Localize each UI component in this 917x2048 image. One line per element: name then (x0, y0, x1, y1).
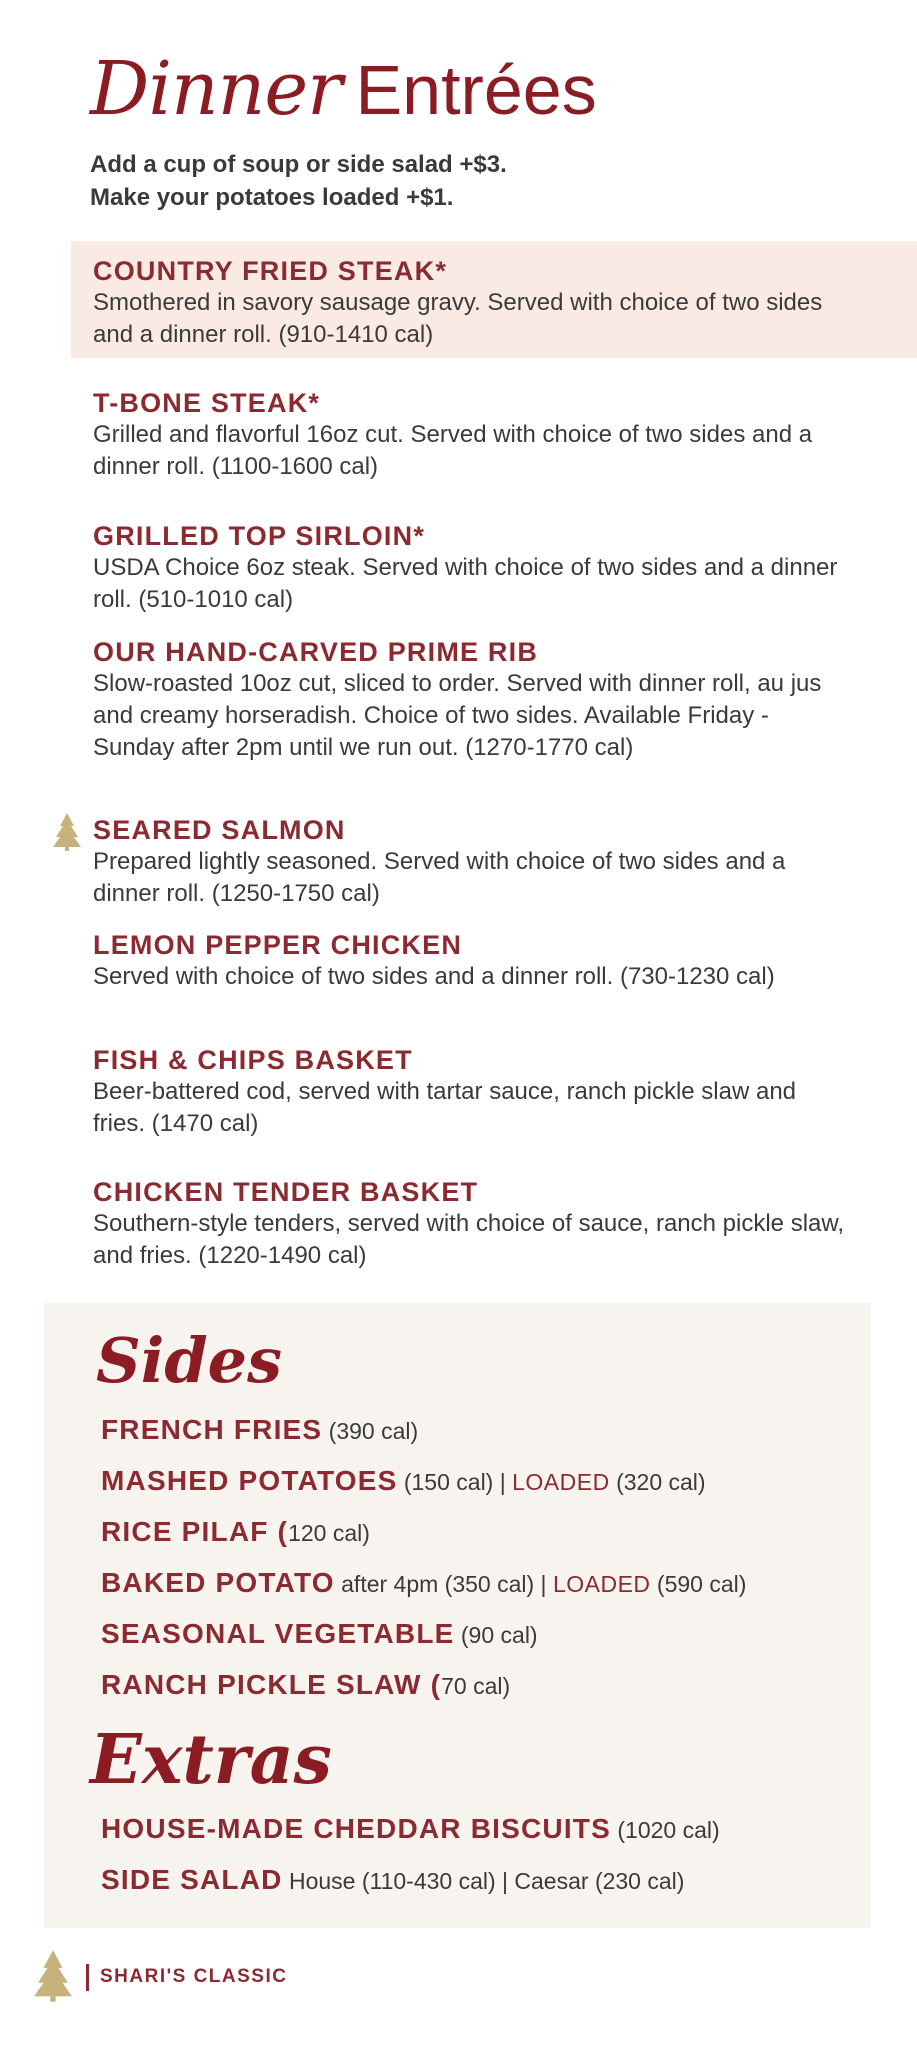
side-name: FRENCH FRIES (101, 1414, 323, 1445)
side-item-seasonal-vegetable (101, 1618, 538, 1651)
item-description: Smothered in savory sausage gravy. Served with choice of two sides and a dinner roll. (910-1410 cal) (93, 289, 823, 348)
item-name: FISH & CHIPS BASKET (93, 1045, 413, 1075)
item-name: GRILLED TOP SIRLOIN* (93, 521, 426, 551)
side-info: (390 cal) (322, 1418, 419, 1444)
note-loaded-potatoes: Make your potatoes loaded +$1. (90, 184, 454, 211)
item-name: COUNTRY FRIED STEAK* (93, 256, 448, 286)
side-item-ranch-pickle-slaw (101, 1669, 510, 1702)
title-script: Dinner (90, 46, 342, 132)
side-info: 70 cal) (441, 1673, 511, 1699)
extra-name: SIDE SALAD (101, 1864, 283, 1895)
item-description: USDA Choice 6oz steak. Served with choice of two sides and a dinner roll. (510-1010 cal) (93, 554, 838, 613)
side-name: BAKED POTATO (101, 1567, 335, 1598)
item-description: Grilled and flavorful 16oz cut. Served with choice of two sides and a dinner roll. (1100-1600 cal) (93, 421, 813, 480)
menu-item-seared-salmon (93, 814, 853, 910)
loaded-info: (320 cal) (609, 1469, 706, 1495)
side-info: (90 cal) (454, 1622, 538, 1648)
side-item-french-fries (101, 1414, 418, 1447)
item-name: T-BONE STEAK* (93, 388, 321, 418)
item-description: Beer-battered cod, served with tartar sauce, ranch pickle slaw and fries. (1470 cal) (93, 1078, 797, 1137)
side-item-baked-potato (101, 1567, 746, 1600)
loaded-label: LOADED (552, 1571, 651, 1597)
side-name: RICE PILAF ( (101, 1516, 289, 1547)
item-name: OUR HAND-CARVED PRIME RIB (93, 637, 539, 667)
side-info: 120 cal) (288, 1520, 370, 1546)
extra-info: House (110-430 cal) | Caesar (230 cal) (282, 1868, 685, 1894)
side-info: after 4pm (350 cal) | (334, 1571, 553, 1597)
tree-icon (53, 813, 81, 851)
item-name: LEMON PEPPER CHICKEN (93, 930, 463, 960)
menu-item-chicken-tender-basket (93, 1176, 853, 1272)
note-soup-salad: Add a cup of soup or side salad +$3. (90, 151, 507, 178)
page-title (90, 46, 597, 132)
menu-item-lemon-pepper-chicken (93, 929, 853, 993)
side-name: SEASONAL VEGETABLE (101, 1618, 455, 1649)
loaded-info: (590 cal) (650, 1571, 747, 1597)
footer-tree-icon (34, 1950, 72, 2002)
loaded-label: LOADED (512, 1469, 610, 1495)
side-item-rice-pilaf (101, 1516, 370, 1549)
side-item-mashed-potatoes (101, 1465, 706, 1498)
title-plain: Entrées (355, 51, 597, 129)
menu-item-grilled-top-sirloin (93, 520, 853, 616)
item-description: Prepared lightly seasoned. Served with choice of two sides and a dinner roll. (1250-1750 cal) (93, 848, 786, 907)
menu-item-prime-rib (93, 636, 853, 764)
extra-item-cheddar-biscuits (101, 1813, 720, 1846)
side-name: RANCH PICKLE SLAW ( (101, 1669, 442, 1700)
menu-item-t-bone-steak (93, 387, 853, 483)
item-description: Southern-style tenders, served with choice of sauce, ranch pickle slaw, and fries. (1220-1490 cal) (93, 1210, 845, 1269)
side-name: MASHED POTATOES (101, 1465, 398, 1496)
menu-notes (90, 148, 507, 214)
side-info: (150 cal) | (397, 1469, 513, 1495)
item-description: Slow-roasted 10oz cut, sliced to order. Served with dinner roll, au jus and creamy horseradish. Choice of two sides. Available Friday - Sunday after 2pm until we run out. (1270-1770 cal) (93, 670, 822, 761)
sides-heading: Sides (96, 1324, 283, 1397)
item-name: CHICKEN TENDER BASKET (93, 1177, 479, 1207)
item-name: SEARED SALMON (93, 815, 346, 845)
extra-info: (1020 cal) (610, 1817, 720, 1843)
item-description: Served with choice of two sides and a dinner roll. (730-1230 cal) (93, 963, 775, 990)
footer-divider (86, 1964, 89, 1991)
extra-item-side-salad (101, 1864, 684, 1897)
extras-heading: Extras (90, 1720, 332, 1800)
menu-item-country-fried-steak (93, 255, 853, 351)
footer-label: SHARI'S CLASSIC (100, 1966, 288, 1987)
menu-item-fish-chips-basket (93, 1044, 853, 1140)
extra-name: HOUSE-MADE CHEDDAR BISCUITS (101, 1813, 611, 1844)
